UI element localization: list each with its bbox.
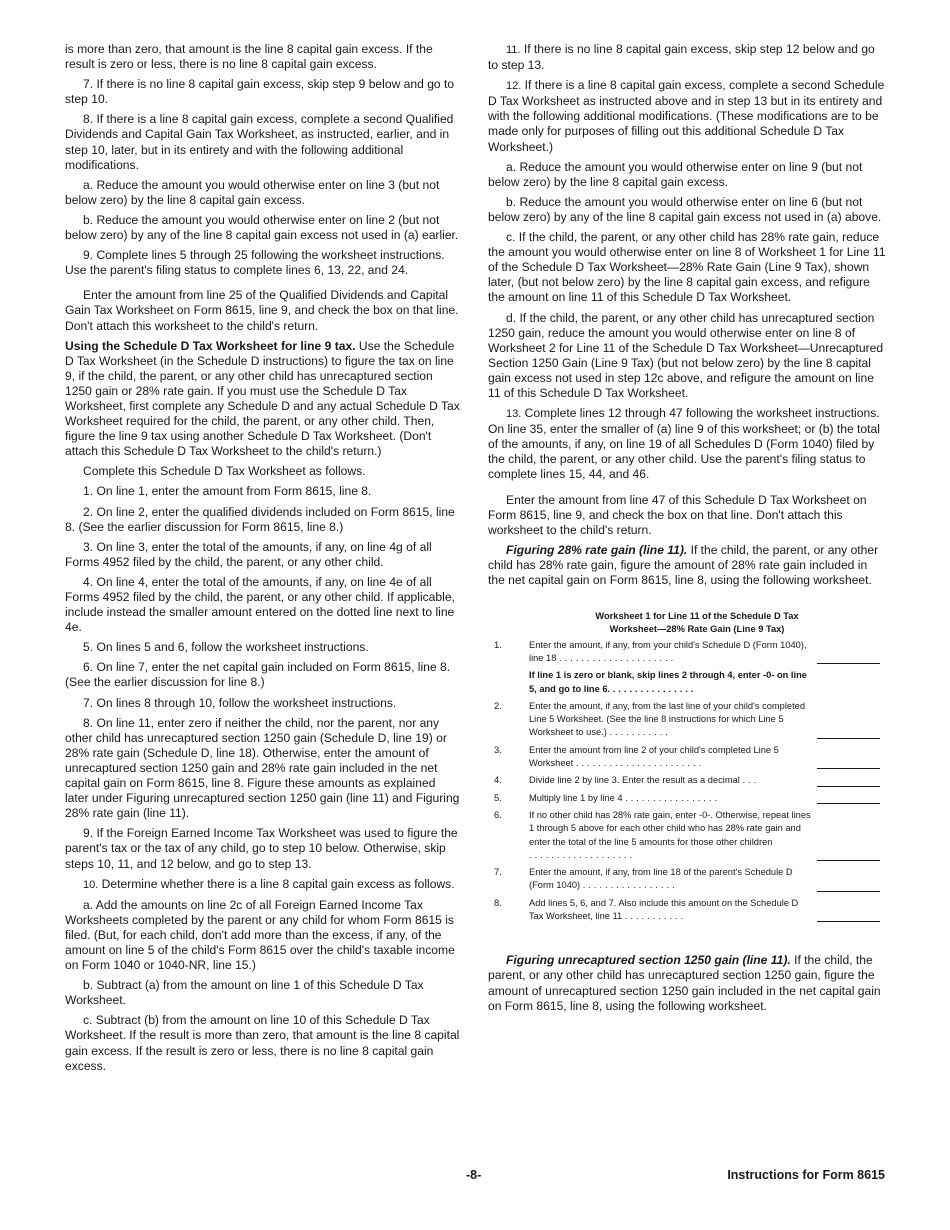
entry-line[interactable] [813, 792, 886, 805]
complete-paragraph: Complete this Schedule D Tax Worksheet as follows. [83, 464, 366, 479]
entry-line[interactable] [813, 700, 886, 740]
sd-step-12c: c. If the child, the parent, or any other child has 28% rate gain, reduce the amount you would otherwise enter on line 8 of Worksheet 1 for Line 11 of the Schedule D Tax Worksheet—28% Rate Gain (Line 9 Tax), shown later, (but not below zero) by the line 8 capital gain excess, and refigure the amount on line 11 of this Schedule D Tax Worksheet. [488, 230, 886, 305]
entry-line[interactable] [813, 744, 886, 771]
row-text [529, 744, 813, 771]
left-column [65, 42, 462, 1079]
leader-dots: ................. [582, 880, 678, 891]
sd-step-12a: a. Reduce the amount you would otherwise enter on line 9 (but not below zero) by the line 8 capital gain excess. [488, 159, 863, 189]
row-text [529, 866, 813, 893]
row-number: 2. [494, 700, 502, 711]
leader-dots: ............... [612, 683, 697, 694]
schedule-d-body: Use the Schedule D Tax Worksheet (in the Schedule D instructions) to figure the tax on line 9, if the child, the parent, or any other child has unrecaptured section 1250 gain or 28% rate gain. If you must use the Schedule D Tax Worksheet, first complete any Schedule D and any actual Schedule D Tax Worksheet required for the child, the parent, or any other child. Then, figure the line 9 tax using another Schedule D Tax Worksheet. (Don't attach this Schedule D Tax Worksheet to the child's return.) [65, 338, 460, 459]
entry-line[interactable] [813, 809, 886, 862]
unrecaptured-body: If the child, the parent, or any other child has unrecaptured section 1250 gain, figure the amount of unrecaptured section 1250 gain included in the net capital gain on Form 8615, line 8, using the following worksheet. [488, 953, 881, 1013]
entry-line[interactable] [813, 866, 886, 893]
worksheet-row-8 [488, 897, 886, 924]
row-label: Enter the amount, if any, from your child's Schedule D (Form 1040), line 18 [529, 639, 807, 663]
enter-amount-paragraph: Enter the amount from line 47 of this Schedule D Tax Worksheet on Form 8615, line 9, and check the box on that line. Don't attach this worksheet to the child's return. [488, 492, 867, 537]
sd-step-12d: d. If the child, the parent, or any other child has unrecaptured section 1250 gain, reduce the amount you would otherwise enter on line 8 of Worksheet 2 for Line 11 of the Schedule D Tax Worksheet—Unrecaptured Section 1250 Gain (Line 9 Tax) (but not below zero) by the line 8 capital gain excess not used in step 12c above, and refigure the amount on line 11 of this Schedule D Tax Worksheet. [488, 310, 884, 400]
sd-step-10c: c. Subtract (b) from the amount on line 10 of this Schedule D Tax Worksheet. If the result is more than zero, that amount is the line 8 capital gain excess. If the result is zero or less, there is no line 8 capital gain excess. [65, 1013, 460, 1073]
leader-dots: ................... [529, 849, 636, 860]
worksheet-title-line-2: Worksheet—28% Rate Gain (Line 9 Tax) [609, 624, 785, 635]
sd-step-12b: b. Reduce the amount you would otherwise enter on line 6 (but not below zero) by any of the line 8 capital gain excess not used in (a) above. [488, 194, 882, 224]
step-8a: a. Reduce the amount you would otherwise enter on line 3 (but not below zero) by the line 8 capital gain excess. [65, 177, 440, 207]
sd-step-10 [65, 877, 462, 893]
paragraph: is more than zero, that amount is the line 8 capital gain excess. If the result is zero or less, there is no line 8 capital gain excess. [65, 42, 433, 72]
step-number: 10. [83, 878, 99, 891]
sd-step-10a: a. Add the amounts on line 2c of all Foreign Earned Income Tax Worksheets completed by the parent or any child for whom Form 8615 is filed. (But, for each child, don't add more than the excess, if any, of the amount on line 5 of the child's Form 8615 over the child's taxable income on Form 1040 or 1040-NR, line 15.) [65, 897, 455, 973]
row-label: Enter the amount, if any, from the last line of your child's completed Line 5 Worksheet. (See the line 8 instructions for which Line 5 Worksheet to use.) [529, 700, 805, 738]
step-8b: b. Reduce the amount you would otherwise enter on line 2 (but not below zero) by any of the line 8 capital gain excess not used in (a) earlier. [65, 212, 459, 243]
row-label: Add lines 5, 6, and 7. Also include this amount on the Schedule D Tax Worksheet, line 11 [529, 897, 799, 922]
schedule-d-heading: Using the Schedule D Tax Worksheet for line 9 tax. [65, 338, 356, 353]
worksheet-row-5 [488, 792, 886, 805]
step-8: 8. If there is a line 8 capital gain excess, complete a second Qualified Dividends and Capital Gain Tax Worksheet, as instructed, earlier, and in step 10, later, but in its entirety and with the following additional modifications. [65, 112, 454, 172]
sd-step-2: 2. On line 2, enter the qualified dividends included on Form 8615, line 8. (See the earlier discussion for Form 8615, line 8.) [65, 504, 455, 534]
rate-gain-body: If the child, the parent, or any other child has 28% rate gain, figure the amount of 28% rate gain included in the net capital gain on Form 8615, line 8, using the following worksheet. [488, 542, 879, 587]
row-label: Enter the amount, if any, from line 18 of the parent's Schedule D (Form 1040) [529, 867, 793, 891]
unrecaptured-heading: Figuring unrecaptured section 1250 gain (line 11). [506, 953, 791, 968]
form-title-footer: Instructions for Form 8615 [727, 1168, 885, 1182]
row-number: 4. [494, 775, 502, 786]
sd-step-3: 3. On line 3, enter the total of the amounts, if any, on line 4g of all Forms 4952 filed by the child, the parent, or any other child. [65, 539, 432, 569]
row-text [529, 809, 813, 862]
leader-dots: ........... [609, 727, 671, 738]
row-number: 5. [494, 792, 502, 803]
rate-gain-heading: Figuring 28% rate gain (line 11). [506, 542, 688, 557]
page-number: -8- [466, 1168, 482, 1182]
row-label: If no other child has 28% rate gain, enter -0-. Otherwise, repeat lines 1 through 5 above for each other child who has 28% rate gain and enter the total of the line 5 amounts for those other children [529, 809, 811, 847]
row-number: 3. [494, 744, 502, 755]
leader-dots: ....................... [575, 758, 705, 769]
row-label: Divide line 2 by line 3. Enter the result as a decimal [529, 775, 740, 786]
schedule-d-section [65, 339, 462, 460]
step-text: Complete lines 12 through 47 following the worksheet instructions. On line 35, enter the smaller of (a) line 9 of this worksheet; or (b) the total of the amounts, if any, on line 19 of all Schedules D (Form 1040) filed by the child, the parent, or any other child. Use the parent's filing status to complete lines 15, 44, and 46. [488, 406, 880, 482]
row-text [529, 774, 813, 787]
enter-amount-paragraph: Enter the amount from line 25 of the Qualified Dividends and Capital Gain Tax Worksheet on Form 8615, line 9, and check the box on that line. Don't attach this worksheet to the child's return. [65, 288, 459, 333]
step-9: 9. Complete lines 5 through 25 following the worksheet instructions. Use the parent's filing status to complete lines 6, 13, 22, and 24. [65, 248, 445, 278]
step-7: 7. If there is no line 8 capital gain excess, skip step 9 below and go to step 10. [65, 77, 455, 107]
sd-step-9: 9. If the Foreign Earned Income Tax Worksheet was used to figure the parent's tax or the tax of any child, go to step 10 below. Otherwise, skip steps 10, 11, and 12 below, and go to step 13. [65, 826, 458, 871]
sd-step-7: 7. On lines 8 through 10, follow the worksheet instructions. [83, 695, 397, 710]
step-number: 11. [506, 44, 521, 56]
worksheet-1 [488, 610, 886, 923]
sd-step-13 [488, 406, 886, 482]
worksheet-row-2 [488, 700, 886, 740]
row-number: 6. [494, 809, 502, 820]
entry-line[interactable] [813, 774, 886, 787]
row-label: Multiply line 1 by line 4 [529, 792, 623, 803]
right-column [488, 42, 886, 1019]
sd-step-11 [488, 42, 886, 73]
row-text [529, 897, 813, 924]
worksheet-title-line-1: Worksheet 1 for Line 11 of the Schedule D Tax [595, 611, 799, 622]
worksheet-title [488, 610, 886, 637]
sd-step-8: 8. On line 11, enter zero if neither the child, nor the parent, nor any other child has unrecaptured section 1250 gain (Schedule D, line 19) or 28% rate gain (Schedule D, line 18). Otherwise, enter the amount of unrecaptured section 1250 gain and 28% rate gain included in the net capital gain on Form 8615, line 8. Figure these amounts as explained later under Figuring unrecaptured section 1250 gain (line 11) and Figuring 28% rate gain (line 11). [65, 715, 460, 821]
step-text: If there is a line 8 capital gain excess, complete a second Schedule D Tax Worksheet as instructed above and in step 13 but in its entirety and with the following additional modifications. (These modifications are to be made only for purposes of filling out this additional Schedule D Tax Worksheet.) [488, 78, 885, 154]
step-number: 13. [506, 408, 522, 421]
row-note [529, 669, 813, 696]
row-text [529, 639, 813, 666]
row-text [529, 700, 813, 740]
step-number: 12. [506, 80, 522, 93]
worksheet-row-6 [488, 809, 886, 862]
rate-gain-section [488, 543, 886, 588]
sd-step-1: 1. On line 1, enter the amount from Form 8615, line 8. [83, 484, 372, 499]
entry-line[interactable] [813, 639, 886, 666]
row-number: 7. [494, 867, 502, 878]
row-text [529, 792, 813, 805]
row-note-text: If line 1 is zero or blank, skip lines 2 through 4, enter -0- on line 5, and go to line 6. [529, 670, 807, 694]
worksheet-row-1 [488, 639, 886, 666]
sd-step-12 [488, 78, 886, 154]
worksheet-row-3 [488, 744, 886, 771]
leader-dots: ..................... [559, 652, 677, 663]
sd-step-10b: b. Subtract (a) from the amount on line 1 of this Schedule D Tax Worksheet. [65, 978, 424, 1008]
unrecaptured-section [488, 953, 886, 1013]
leader-dots: ................. [625, 792, 721, 803]
worksheet-row-4 [488, 774, 886, 787]
sd-step-5: 5. On lines 5 and 6, follow the worksheet instructions. [83, 640, 369, 655]
row-number: 1. [494, 639, 502, 650]
worksheet-row-7 [488, 866, 886, 893]
sd-step-6: 6. On line 7, enter the net capital gain included on Form 8615, line 8. (See the earlier discussion for line 8.) [65, 660, 451, 690]
step-text: Determine whether there is a line 8 capital gain excess as follows. [98, 876, 455, 891]
row-number: 8. [494, 897, 502, 908]
leader-dots: ........... [624, 911, 687, 922]
step-text: If there is no line 8 capital gain excess, skip step 12 below and go to step 13. [488, 42, 875, 73]
worksheet-row-1-note [488, 669, 886, 696]
sd-step-4: 4. On line 4, enter the total of the amounts, if any, on line 4e of all Forms 4952 filed by the child, the parent, or any other child. If applicable, include instead the smaller amount entered on the dotted line next to line 4e. [65, 574, 455, 635]
leader-dots: ... [742, 775, 760, 786]
entry-line[interactable] [813, 897, 886, 924]
row-label: Enter the amount from line 2 of your child's completed Line 5 Worksheet [529, 744, 779, 769]
